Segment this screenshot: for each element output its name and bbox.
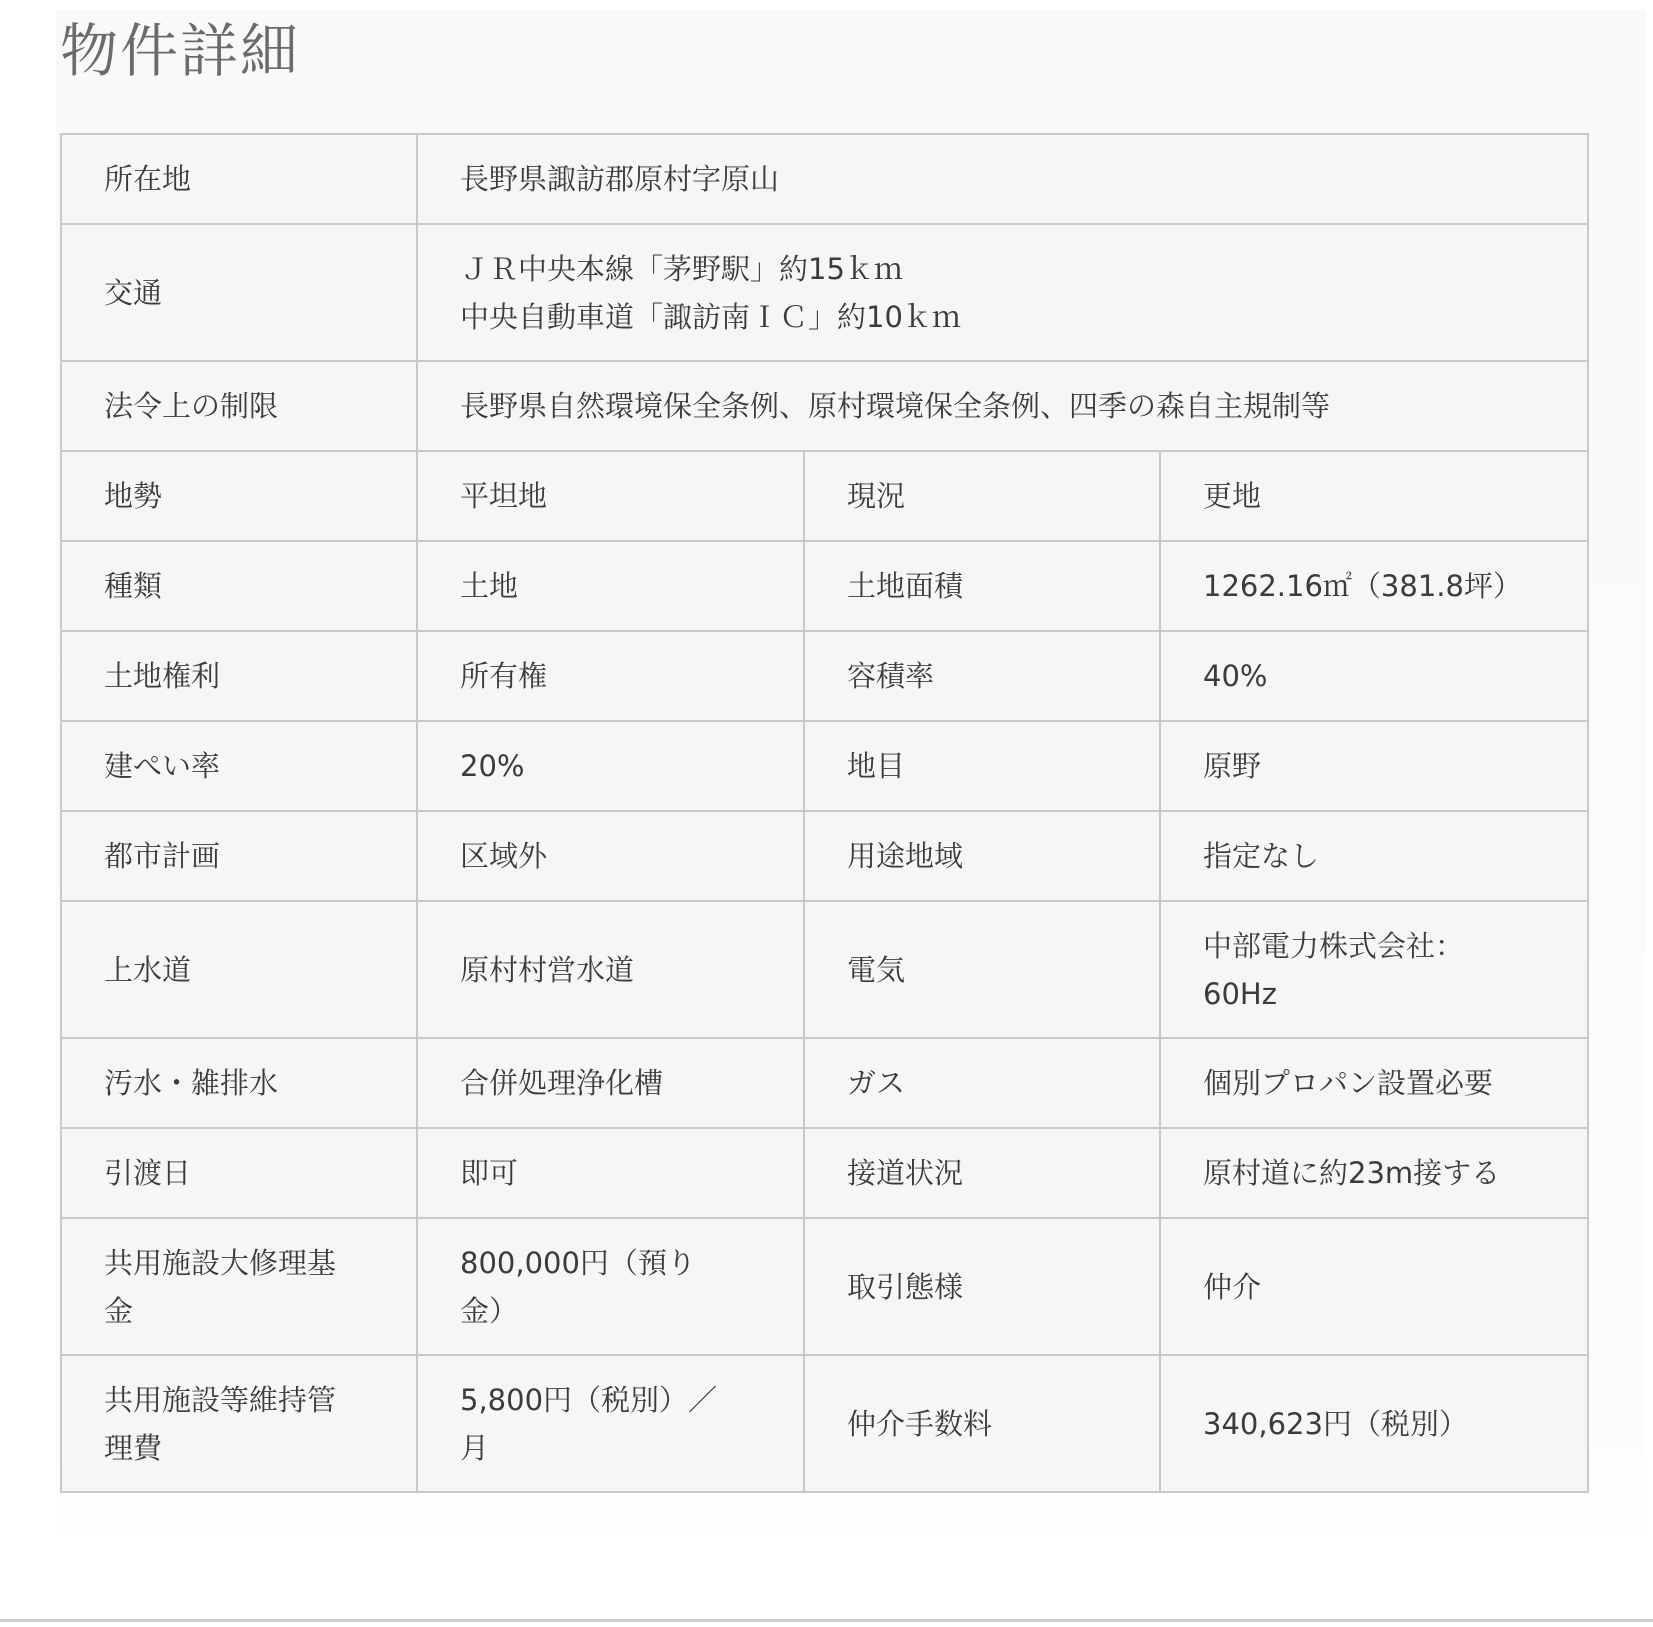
pair-label-2: 取引態様 (804, 1218, 1160, 1355)
row-value: ＪＲ中央本線「茅野駅」約15ｋｍ 中央自動車道「諏訪南ＩＣ」約10ｋｍ (417, 224, 1588, 361)
bottom-divider (0, 1619, 1653, 1622)
pair-label-2: 現況 (804, 451, 1160, 541)
pair-value-1: 合併処理浄化槽 (417, 1038, 804, 1128)
pair-value-2: 40% (1160, 631, 1588, 721)
pair-label-2: 接道状況 (804, 1128, 1160, 1218)
row-value: 長野県諏訪郡原村字原山 (417, 134, 1588, 224)
pair-value-2: 指定なし (1160, 811, 1588, 901)
page-title: 物件詳細 (60, 17, 301, 85)
property-detail-table (60, 133, 1589, 1493)
table-row (61, 901, 1588, 1038)
pair-label-2: 電気 (804, 901, 1160, 1038)
pair-label-2: 仲介手数料 (804, 1355, 1160, 1492)
pair-label-1: 共用施設等維持管 理費 (61, 1355, 417, 1492)
pair-value-2: 340,623円（税別） (1160, 1355, 1588, 1492)
table-row (61, 721, 1588, 811)
pair-label-1: 建ぺい率 (61, 721, 417, 811)
table-row (61, 1355, 1588, 1492)
row-label: 所在地 (61, 134, 417, 224)
table-row (61, 1128, 1588, 1218)
table-row (61, 1218, 1588, 1355)
pair-value-1: 800,000円（預り 金） (417, 1218, 804, 1355)
pair-value-2: 更地 (1160, 451, 1588, 541)
pair-label-2: 地目 (804, 721, 1160, 811)
table-row-location (61, 134, 1588, 224)
pair-value-2: 個別プロパン設置必要 (1160, 1038, 1588, 1128)
pair-label-1: 土地権利 (61, 631, 417, 721)
row-label: 法令上の制限 (61, 361, 417, 451)
table-row (61, 541, 1588, 631)
pair-label-1: 種類 (61, 541, 417, 631)
pair-value-2: 中部電力株式会社： 60Hz (1160, 901, 1588, 1038)
pair-value-1: 20% (417, 721, 804, 811)
pair-value-1: 土地 (417, 541, 804, 631)
pair-label-2: 土地面積 (804, 541, 1160, 631)
pair-label-2: ガス (804, 1038, 1160, 1128)
pair-value-1: 5,800円（税別）／ 月 (417, 1355, 804, 1492)
pair-value-2: 1262.16㎡（381.8坪） (1160, 541, 1588, 631)
pair-label-2: 用途地域 (804, 811, 1160, 901)
pair-label-1: 引渡日 (61, 1128, 417, 1218)
pair-value-1: 即可 (417, 1128, 804, 1218)
table-row-access (61, 224, 1588, 361)
pair-label-2: 容積率 (804, 631, 1160, 721)
row-label: 交通 (61, 224, 417, 361)
pair-value-2: 仲介 (1160, 1218, 1588, 1355)
pair-label-1: 都市計画 (61, 811, 417, 901)
row-value: 長野県自然環境保全条例、原村環境保全条例、四季の森自主規制等 (417, 361, 1588, 451)
pair-label-1: 共用施設大修理基 金 (61, 1218, 417, 1355)
pair-label-1: 上水道 (61, 901, 417, 1038)
table-row (61, 631, 1588, 721)
table-row-legal-restrictions (61, 361, 1588, 451)
pair-value-1: 平坦地 (417, 451, 804, 541)
table-row (61, 811, 1588, 901)
table-row (61, 1038, 1588, 1128)
pair-value-2: 原村道に約23m接する (1160, 1128, 1588, 1218)
pair-value-1: 区域外 (417, 811, 804, 901)
pair-value-1: 原村村営水道 (417, 901, 804, 1038)
pair-label-1: 地勢 (61, 451, 417, 541)
pair-value-1: 所有権 (417, 631, 804, 721)
table-row (61, 451, 1588, 541)
pair-value-2: 原野 (1160, 721, 1588, 811)
pair-label-1: 汚水・雑排水 (61, 1038, 417, 1128)
